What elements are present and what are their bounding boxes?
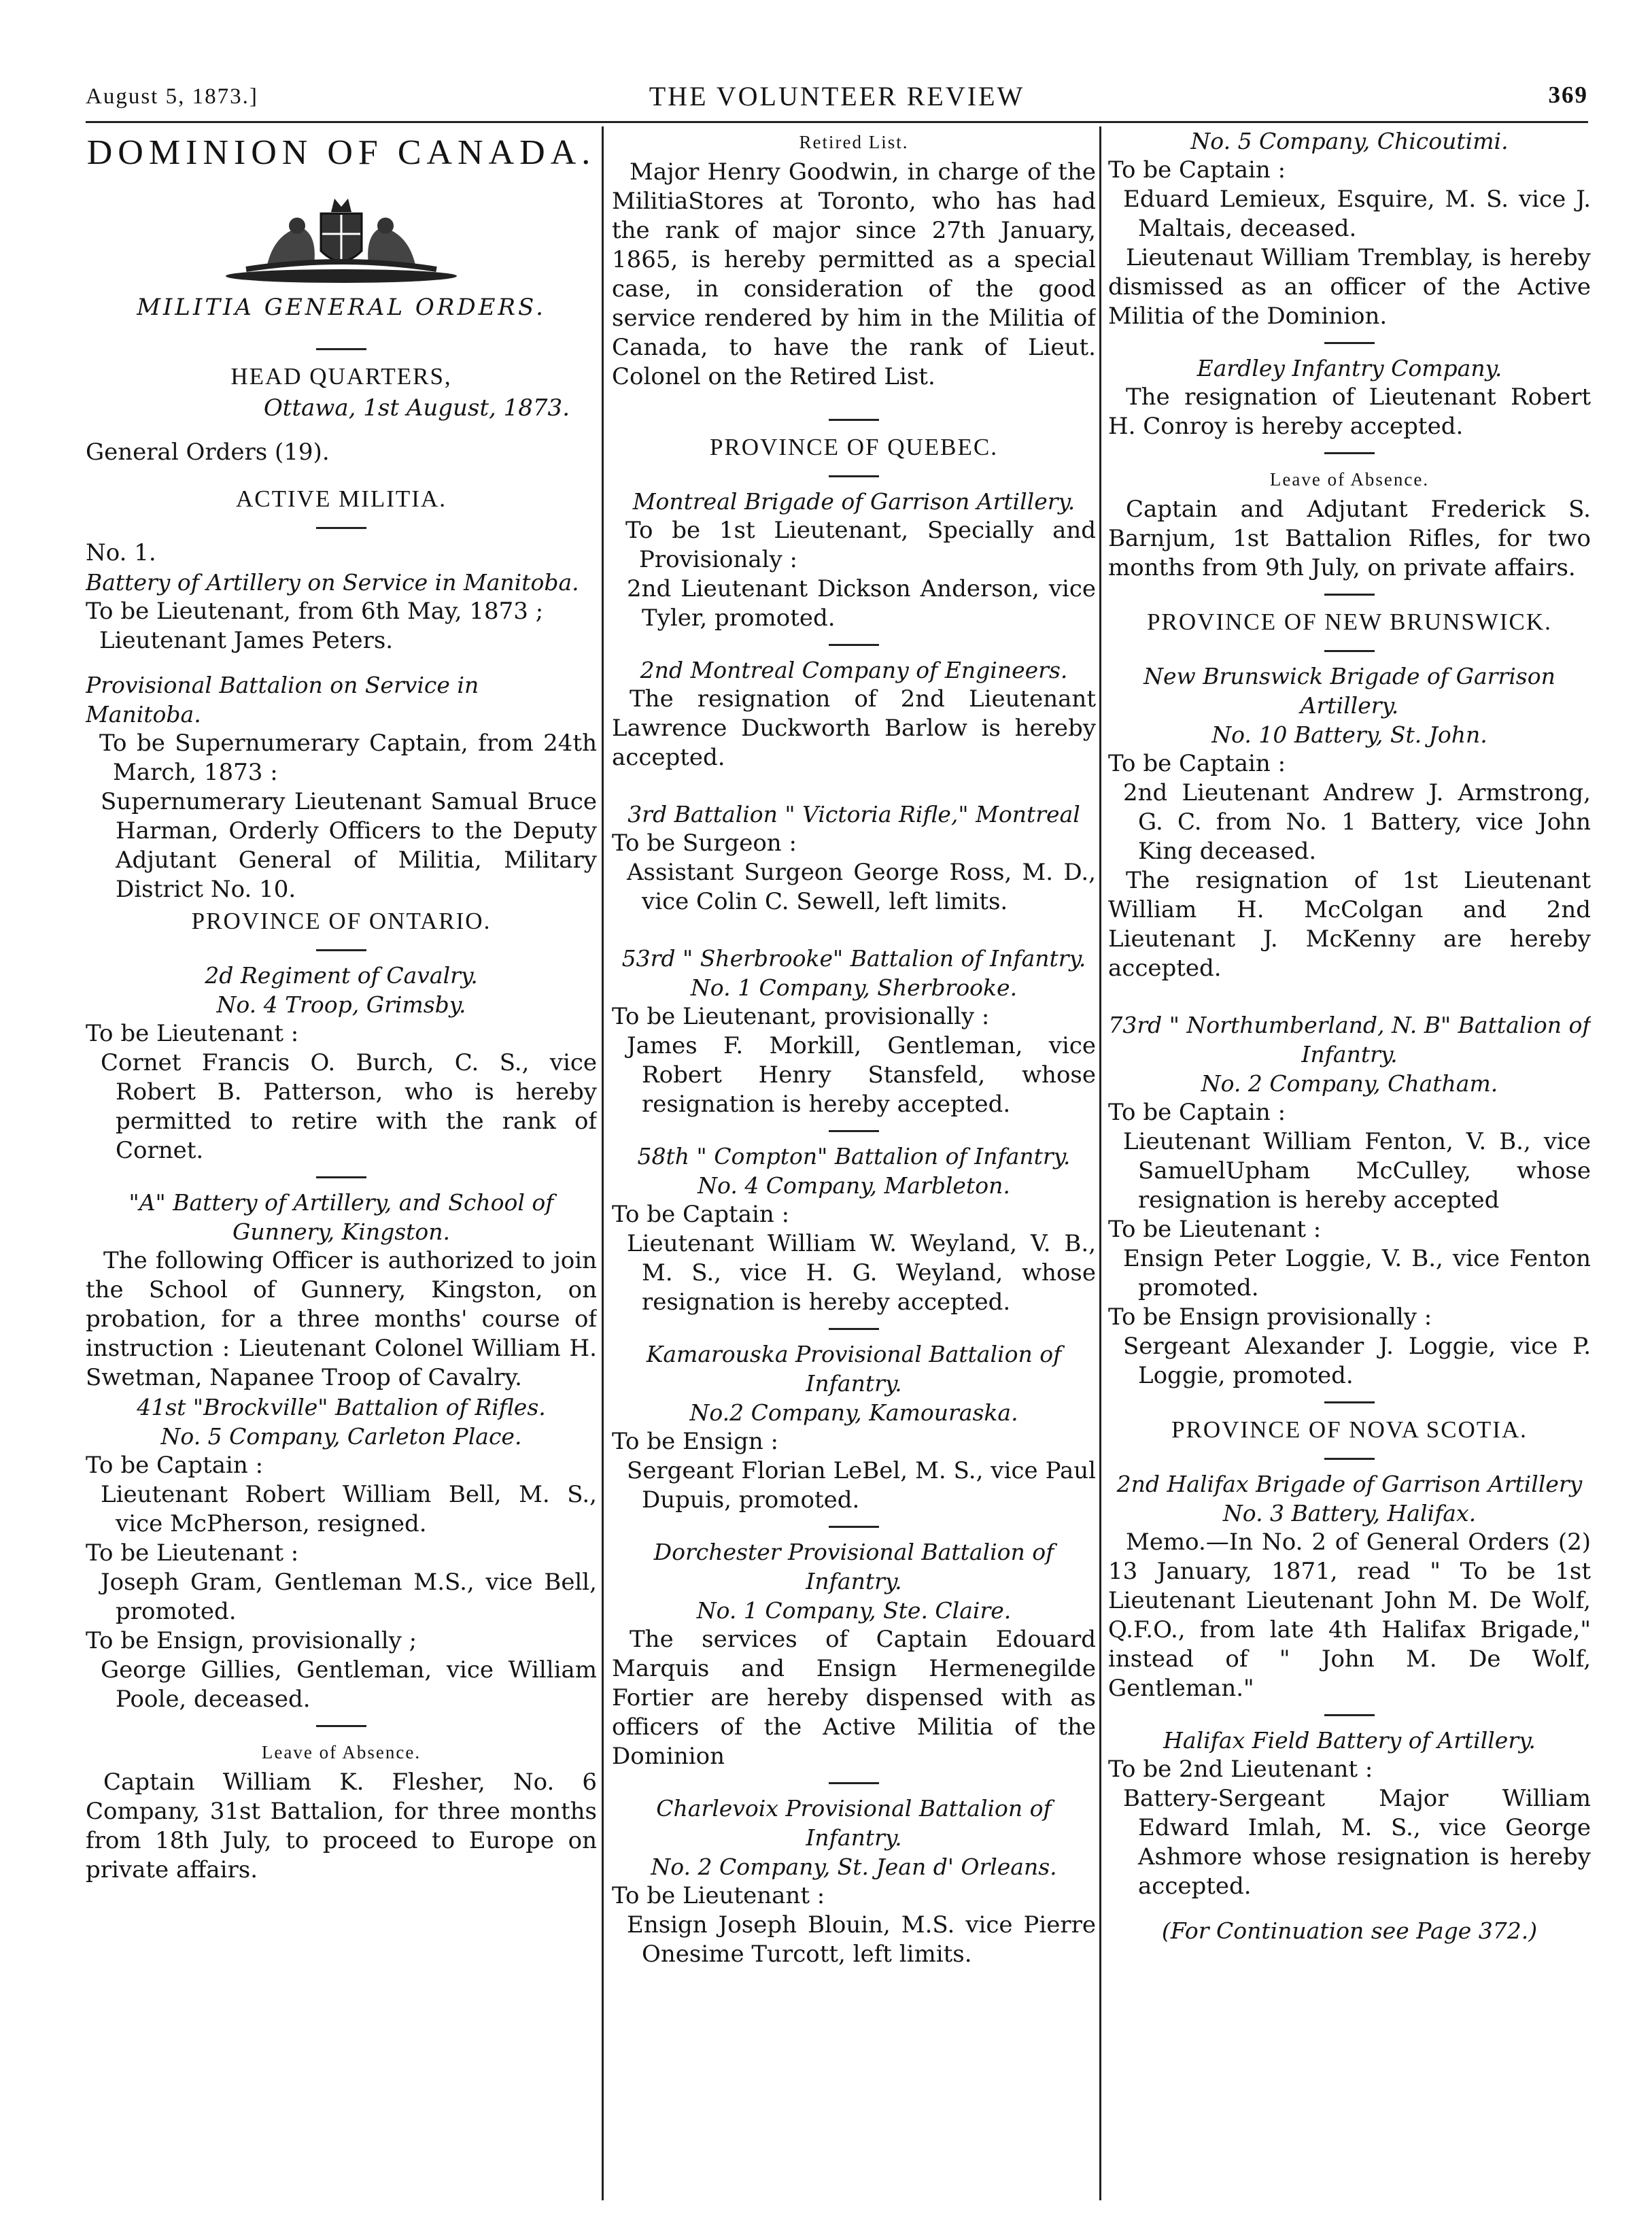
section-heading: 2d Regiment of Cavalry. [205,962,478,989]
hq-heading: HEAD QUARTERS, [230,363,452,390]
section-heading: 2nd Halifax Brigade of Garrison Artillery [1116,1471,1583,1497]
divider [1324,452,1375,454]
leave-heading: Leave of Absence. [1269,469,1430,490]
subsection-heading: No. 10 Battery, St. John. [1211,721,1487,748]
subsection-heading: No. 3 Battery, Halifax. [1222,1500,1477,1526]
subsection-heading: No. 1 Company, Sherbrooke. [690,974,1018,1001]
subtitle: MILITIA GENERAL ORDERS. [137,294,546,321]
page-header [86,80,1588,121]
section-heading: Charlevoix Provisional Battalion of Infantry. [656,1795,1052,1851]
retired-heading: Retired List. [799,132,909,152]
header-title: THE VOLUNTEER REVIEW [649,81,1025,112]
header-date: August 5, 1873.] [86,84,258,109]
to-be: To be 2nd Lieutenant : [1108,1756,1373,1783]
appointee: 2nd Lieutenant Dickson Anderson, vice Tyler, promoted. [627,575,1096,632]
appointee: Ensign Peter Loggie, V. B., vice Fenton promoted. [1123,1245,1591,1301]
no1: No. 1. [86,539,156,566]
to-be: To be Captain : [612,1201,790,1228]
to-be: To be Supernumerary Captain, from 24th March, 1873 : [99,730,597,786]
subsection-heading: No. 1 Company, Ste. Claire. [696,1597,1012,1624]
section-heading: 2nd Montreal Company of Engineers. [640,657,1068,683]
column-rule-1 [602,126,604,2200]
paragraph: The resignation of Lieutenant Robert H. Conroy is hereby accepted. [1108,383,1591,440]
appointee: Cornet Francis O. Burch, C. S., vice Robert B. Patterson, who is hereby permitted to retire with the rank of Cornet. [101,1049,597,1164]
subsection-heading: No. 4 Company, Marbleton. [698,1172,1010,1199]
appointee: Eduard Lemieux, Esquire, M. S. vice J. Maltais, deceased. [1123,186,1591,242]
appointee: Lieutenant James Peters. [99,627,394,654]
divider [316,348,366,350]
paragraph: The services of Captain Edouard Marquis and Ensign Hermenegilde Fortier are hereby dispensed with as officers of the Active Militia of the Dominion [612,1626,1096,1770]
appointee: 2nd Lieutenant Andrew J. Armstrong, G. C. from No. 1 Battery, vice John King deceased. [1123,779,1591,865]
column-rule-2 [1099,126,1101,2200]
divider [1324,594,1375,596]
section-heading: 73rd " Northumberland, N. B" Battalion of Infantry. [1108,1012,1591,1068]
subsection-heading: No.2 Company, Kamouraska. [689,1399,1018,1426]
divider [1324,342,1375,344]
to-be: To be Lieutenant : [612,1882,825,1909]
column-1 [86,126,597,2200]
section-heading: 3rd Battalion " Victoria Rifle," Montreal [627,801,1080,828]
appointee: Lieutenant William Fenton, V. B., vice SamuelUpham McCulley, whose resignation is hereby accepted [1123,1128,1591,1214]
paragraph: The resignation of 1st Lieutenant William H. McColgan and 2nd Lieutenant J. McKenny are hereby accepted. [1108,867,1591,982]
to-be: To be Lieutenant : [86,1020,299,1047]
province-heading: PROVINCE OF NEW BRUNSWICK. [1147,609,1552,635]
page-number: 369 [1548,82,1588,108]
section-heading: Battery of Artillery on Service in Manitoba. [86,569,579,596]
appointee: George Gillies, Gentleman, vice William Poole, deceased. [101,1656,597,1713]
divider [1324,1458,1375,1460]
subsection-heading: No. 4 Troop, Grimsby. [216,991,466,1018]
paragraph: Major Henry Goodwin, in charge of the MilitiaStores at Toronto, who has had the rank of major since 27th January, 1865, is hereby permitted as a special case, in consideration of the good service rendered by him in the Militia of Canada, to have the rank of Lieut. Colonel on the Retired List. [612,158,1096,390]
appointee: Sergeant Florian LeBel, M. S., vice Paul Dupuis, promoted. [627,1457,1096,1514]
to-be: To be Lieutenant, from 6th May, 1873 ; [86,598,544,625]
column-3 [1108,126,1591,2200]
divider [1324,1714,1375,1716]
general-orders: General Orders (19). [86,439,330,466]
to-be: To be Lieutenant, provisionally : [612,1003,990,1030]
province-heading: PROVINCE OF ONTARIO. [191,908,492,934]
to-be: To be Lieutenant : [1108,1216,1322,1243]
section-heading: 58th " Compton" Battalion of Infantry. [637,1143,1071,1170]
section-heading: Eardley Infantry Company. [1197,355,1502,381]
paragraph: The following Officer is authorized to join the School of Gunnery, Kingston, on probation, for a three months' course of instruction : Lieutenant Colonel William H. Swetman, Napanee Troop of Cavalry. [86,1247,597,1391]
to-be: To be Captain : [1108,156,1286,184]
to-be: To be Ensign : [612,1428,778,1455]
to-be: To be Surgeon : [612,830,797,857]
divider [316,1725,366,1727]
divider [1324,650,1375,652]
divider [829,1328,879,1330]
active-militia-heading: ACTIVE MILITIA. [236,485,447,512]
paragraph: The resignation of 2nd Lieutenant Lawrence Duckworth Barlow is hereby accepted. [612,685,1096,771]
divider [829,1526,879,1528]
to-be: To be 1st Lieutenant, Specially and Provisionaly : [625,517,1096,573]
paragraph: Captain and Adjutant Frederick S. Barnjum, 1st Battalion Rifles, for two months from 9th July, on private affairs. [1108,496,1591,581]
to-be: To be Captain : [86,1452,264,1479]
divider [316,949,366,951]
divider [829,1130,879,1132]
paragraph: Captain William K. Flesher, No. 6 Company, 31st Battalion, for three months from 18th July, to proceed to Europe on private affairs. [86,1769,597,1883]
section-heading: Kamarouska Provisional Battalion of Infantry. [646,1341,1062,1397]
section-heading: Halifax Field Battery of Artillery. [1163,1727,1536,1754]
divider [829,475,879,477]
divider [316,1176,366,1178]
to-be: To be Ensign, provisionally ; [86,1627,417,1654]
to-be: To be Captain : [1108,1099,1286,1126]
section-heading: Dorchester Provisional Battalion of Infantry. [653,1539,1054,1594]
column-2 [612,126,1096,2200]
section-heading: New Brunswick Brigade of Garrison Artillery. [1143,663,1555,719]
header-rule [86,121,1588,123]
divider [829,644,879,646]
subsection-heading: No. 5 Company, Carleton Place. [160,1423,522,1450]
dateline: Ottawa, 1st August, 1873. [263,394,570,422]
to-be: To be Lieutenant : [86,1539,299,1567]
divider [829,419,879,421]
paragraph: Lieutenaut William Tremblay, is hereby dismissed as an officer of the Active Militia of the Dominion. [1108,244,1591,330]
appointee: James F. Morkill, Gentleman, vice Robert Henry Stansfeld, whose resignation is hereby accepted. [627,1032,1096,1118]
section-heading: 53rd " Sherbrooke" Battalion of Infantry. [621,945,1086,972]
appointee: Joseph Gram, Gentleman M.S., vice Bell, promoted. [101,1569,597,1625]
appointee: Battery-Sergeant Major William Edward Imlah, M. S., vice George Ashmore whose resignation is hereby accepted. [1123,1785,1591,1900]
divider [829,1782,879,1784]
province-heading: PROVINCE OF NOVA SCOTIA. [1171,1416,1528,1443]
appointee: Lieutenant William W. Weyland, V. B., M. S., vice H. G. Weyland, whose resignation is hereby accepted. [627,1230,1096,1316]
section-heading: Provisional Battalion on Service in Manitoba. [86,672,479,728]
appointee: Assistant Surgeon George Ross, M. D., vice Colin C. Sewell, left limits. [627,859,1096,915]
appointee: Supernumerary Lieutenant Samual Bruce Harman, Orderly Officers to the Deputy Adjutant General of Militia, Military District No. 10. [101,788,597,903]
appointee: Lieutenant Robert William Bell, M. S., vice McPherson, resigned. [101,1481,597,1537]
subsection-heading: No. 2 Company, St. Jean d' Orleans. [651,1854,1057,1880]
leave-heading: Leave of Absence. [261,1742,421,1762]
province-heading: PROVINCE OF QUEBEC. [709,434,998,460]
appointee: Sergeant Alexander J. Loggie, vice P. Loggie, promoted. [1123,1333,1591,1389]
to-be: To be Ensign provisionally : [1108,1303,1432,1331]
section-heading: No. 5 Company, Chicoutimi. [1190,128,1509,154]
paragraph: Memo.—In No. 2 of General Orders (2) 13 January, 1871, read " To be 1st Lieutenant Lieutenant John M. De Wolf, Q.F.O., from late 4th Halifax Brigade," instead of " John M. De Wolf, Gentleman." [1108,1529,1591,1702]
divider [316,527,366,529]
coat-of-arms-icon [205,186,477,288]
continuation-note: (For Continuation see Page 372.) [1161,1917,1538,1944]
subsection-heading: No. 2 Company, Chatham. [1201,1070,1498,1097]
masthead: DOMINION OF CANADA. [86,133,596,172]
section-heading: Montreal Brigade of Garrison Artillery. [632,488,1075,515]
to-be: To be Captain : [1108,750,1286,777]
section-heading: 41st "Brockville" Battalion of Rifles. [137,1394,546,1420]
divider [1324,1401,1375,1403]
section-heading: "A" Battery of Artillery, and School of Gunnery, Kingston. [128,1189,554,1245]
appointee: Ensign Joseph Blouin, M.S. vice Pierre Onesime Turcott, left limits. [627,1911,1096,1968]
